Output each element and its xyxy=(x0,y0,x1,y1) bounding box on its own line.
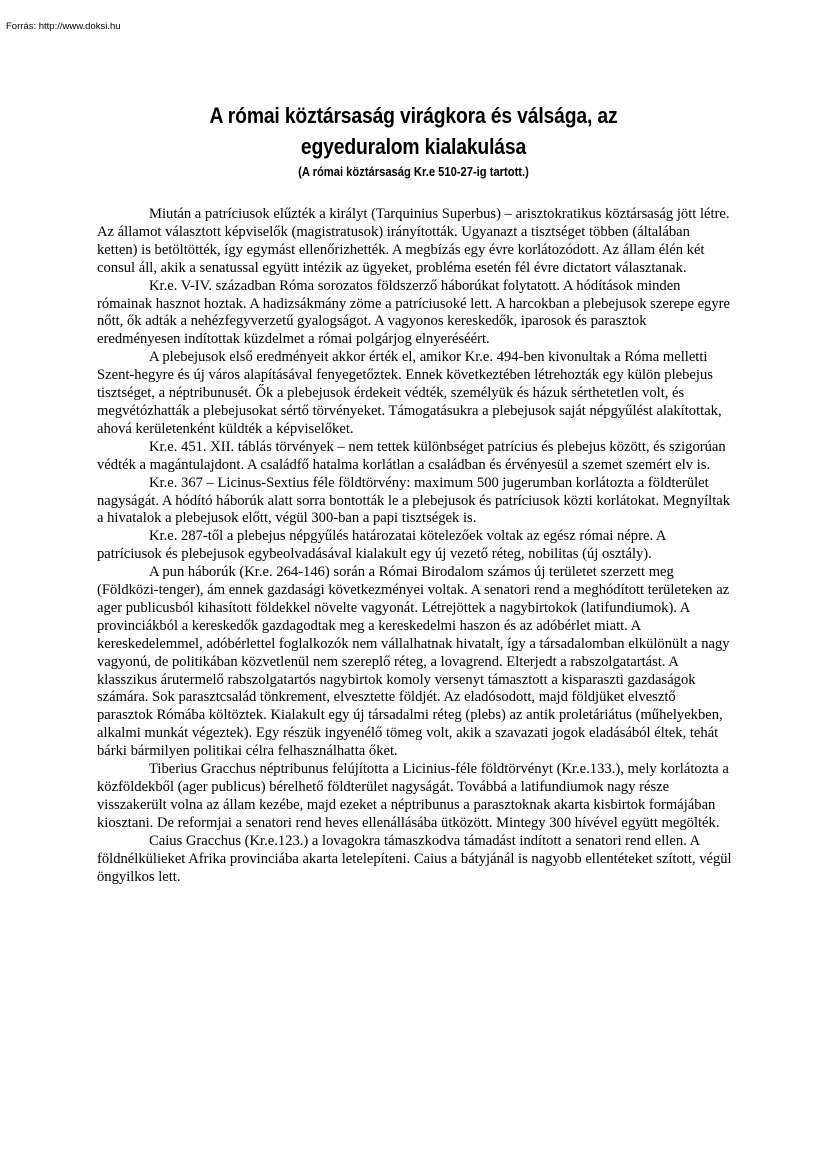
document-title xyxy=(58,100,769,162)
document-body xyxy=(97,206,733,886)
paragraph: Miután a patríciusok elűzték a királyt (Tarquinius Superbus) – arisztokratikus köztársaság jött létre. Az államot választott képviselők (magistratusok) irányították. Ugyanazt a tisztséget többen (általában ketten) is betöltötték, így egymást ellenőrizhették. A megbízás egy évre korlátozódott. Az állam élén két consul áll, akik a senatussal együtt intézik az ügyeket, probléma esetén fél évre dictatort választanak. xyxy=(97,206,730,276)
paragraph: Kr.e. 287-től a plebejus népgyűlés határozatai kötelezőek voltak az egész római népre. A patríciusok és plebejusok egybeolvadásával kialakult egy új vezető réteg, nobilitas (új osztály). xyxy=(97,528,666,563)
title-line-1: A római köztársaság virágkora és válsága, az xyxy=(209,103,618,128)
paragraph: A plebejusok első eredményeit akkor érték el, amikor Kr.e. 494-ben kivonultak a Róma melletti Szent-hegyre és új város alapításával fenyegetőztek. Ennek következtében létrehozták egy külön plebejus tisztséget, a néptribunusét. Ők a plebejusok érdekeit védték, személyük és házuk sérthetetlen volt, és megvétózhatták a plebejusokat sértő törvényeket. Támogatásukra a plebejusok saját népgyűlést alakítottak, ahová kerületenként küldték a képviselőket. xyxy=(97,349,722,437)
source-label: Forrás: http://www.doksi.hu xyxy=(6,21,121,32)
paragraph: A pun háborúk (Kr.e. 264-146) során a Római Birodalom számos új területet szerzett meg (Földközi-tenger), ám ennek gazdasági következményei voltak. A senatori rend a meghódított területeken az ager publicusból kihasított földekkel növelte vagyonát. Létrejöttek a nagybirtokok (latifundiumok). A provinciákból a kereskedők gazdagodtak meg a kereskedelmi haszon és az adóbérlet miatt. A kereskedelemmel, adóbérlettel foglalkozók nem vállalhatnak hivatalt, így a társadalomban elkülönült a nagy vagyonú, de politikában közvetlenül nem szereplő réteg, a lovagrend. Elterjedt a rabszolgatartást. A klasszikus árutermelő rabszolgatartós nagybirtok komoly versenyt támasztott a kisparaszti gazdaságok számára. Sok parasztcsalád tönkrement, elvesztette földjét. Az eladósodott, majd földjüket elvesztő parasztok Rómába költöztek. Kialakult egy új társadalmi réteg (plebs) az antik proletáriátus (műhelyekben, alkalmi munkát végeztek). Egy részük ingyenélő tömeg volt, akik a szavazati jogok eladásából éltek, tehát bárki bármilyen politikai célra felhasználhatta őket. xyxy=(97,564,730,760)
title-line-2: egyeduralom kialakulása xyxy=(300,134,527,159)
paragraph: Kr.e. V-IV. században Róma sorozatos földszerző háborúkat folytatott. A hódítások minden rómainak hasznot hoztak. A hadizsákmány zöme a patríciusoké lett. A harcokban a plebejusok szerepe egyre nőtt, ők adták a nehézfegyverzetű gyalogságot. A vagyonos kereskedők, iparosok és parasztok eredményesen indítottak küzdelmet a római polgárjog elnyeréséért. xyxy=(97,277,730,348)
document-subtitle: (A római köztársaság Kr.e 510-27-ig tartott.) xyxy=(298,164,529,179)
title-block xyxy=(0,100,827,180)
paragraph: Kr.e. 451. XII. táblás törvények – nem tettek különbséget patrícius és plebejus között, és szigorúan védték a magántulajdont. A családfő hatalma korlátlan a családban és érvényesül a szemet szemért elv is. xyxy=(97,438,726,473)
paragraph: Tiberius Gracchus néptribunus felújította a Licinius-féle földtörvényt (Kr.e.133.), mely korlátozta a közföldekből (ager publicus) bérelhető földterület nagyságát. Továbbá a latifundiumok nagy része visszakerült volna az állam kezébe, majd ezeket a néptribunus a parasztoknak akarta kisbirtok formájában kiosztani. De reformjai a senatori rend heves ellenállásába ütközött. Mintegy 300 hívével együtt megölték. xyxy=(97,761,729,831)
paragraph: Kr.e. 367 – Licinus-Sextius féle földtörvény: maximum 500 jugerumban korlátozta a földterület nagyságát. A hódító háborúk alatt sorra bontották le a plebejusok és patríciusok közti korlátokat. Megnyíltak a hivatalok a plebejusok előtt, végül 300-ban a papi tisztségek is. xyxy=(97,474,731,527)
paragraph: Caius Gracchus (Kr.e.123.) a lovagokra támaszkodva támadást indított a senatori rend ellen. A földnélkülieket Afrika provinciába akarta letelepíteni. Caius a bátyjánál is nagyobb ellentéteket szított, végül öngyilkos lett. xyxy=(97,832,732,885)
